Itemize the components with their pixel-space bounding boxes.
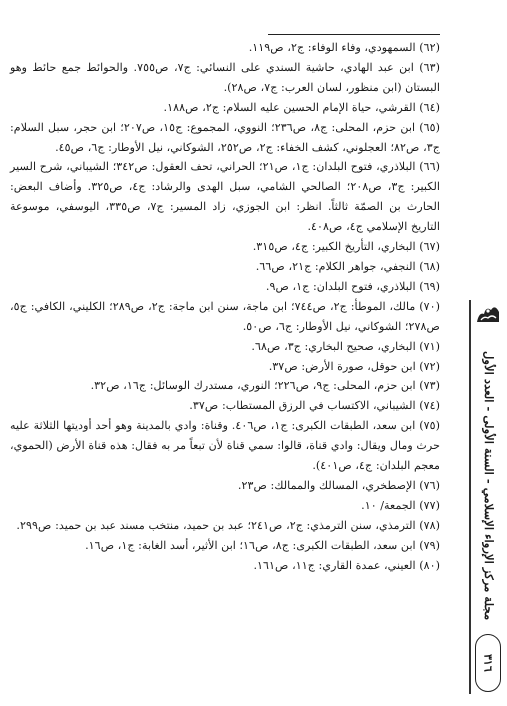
page-number-badge [475,634,501,692]
footnote-80: (٨٠) العيني، عمدة القاري: ج١١، ص١٦١. [253,558,440,572]
footnote-separator-rule [268,34,440,35]
footnote-68: (٦٨) النجفي، جواهر الكلام: ج٢١، ص٦٦. [255,259,440,273]
footnote-79: (٧٩) ابن سعد، الطبقات الكبرى: ج٨، ص١٦؛ ابن الأثير، أسد الغابة: ج١، ص١٦. [85,538,440,552]
journal-logo-icon [475,302,501,324]
footnote-70: (٧٠) مالك، الموطأ: ج٢، ص٧٤٤؛ ابن ماجة، سنن ابن ماجة: ج٢، ص٢٨٩؛ الكليني، الكافي: ج٥، ص٢٧٨؛ الشوكاني، نيل الأوطار: ج٦، ص٥٠. [10,299,440,333]
footnote-78: (٧٨) الترمذي، سنن الترمذي: ج٢، ص٢٤١؛ عبد بن حميد، منتخب مسند عبد بن حميد: ص٢٩٩. [16,518,440,532]
footnote-75: (٧٥) ابن سعد، الطبقات الكبرى: ج١، ص٤٠٦. وقناة: وادي بالمدينة وهو أحد أوديتها الثلاثة عليه حرث ومال ويقال: وادي قناة، قالوا: سمي قناة لأن تبعاً مر به فقال: هذه قناة الأرض (الحموي، معجم البلدان: ج٤، ص٤٠١). [10,419,441,473]
footnote-72: (٧٢) ابن حوقل، صورة الأرض: ص٣٧. [268,359,440,373]
sidebar-vertical-rule [469,300,471,694]
footnotes-block [10,38,440,575]
footnote-64: (٦٤) القرشي، حياة الإمام الحسين عليه السلام: ج٢، ص١٨٨. [163,100,440,114]
footnote-77: (٧٧) الجمعة/ ١٠. [361,498,440,512]
footnote-62: (٦٢) السمهودي، وفاء الوفاء: ج٢، ص١١٩. [248,41,440,54]
footnote-69: (٦٩) البلاذري، فتوح البلدان: ج١، ص٩. [265,279,440,293]
footnote-73: (٧٣) ابن حزم، المحلى: ج٩، ص٢٢٦؛ النوري، مستدرك الوسائل: ج١٦، ص٣٢. [90,379,440,393]
footnote-76: (٧٦) الإصطخري، المسالك والممالك: ص٢٣. [237,478,440,492]
footnote-66: (٦٦) البلاذري، فتوح البلدان: ج١، ص٢١؛ الحراني، تحف العقول: ص٣٤٢؛ الشيباني، شرح السير الكبير: ج٣، ص٢٠٨؛ الصالحي الشامي، سبل الهدى والرشاد: ج٤، ص٣٢٥. وأضاف البعض: الحارث بن الصمّة ثالثاً. انظر: ابن الجوزي، زاد المسير: ج٧، ص٣٣٥، اليوسفي، موسوعة التاريخ الإسلامي ج٤، ص٤٠٨. [10,160,441,234]
footnote-65: (٦٥) ابن حزم، المحلى: ج٨، ص٢٣٦؛ النووي، المجموع: ج١٥، ص٢٠٧؛ ابن حجر، سبل السلام: ج٣، ص٨٢؛ العجلوني، كشف الخفاء: ج٢، ص٢٥٢، الشوكاني، نيل الأوطار: ج٦، ص٤٥. [10,120,440,154]
footnote-74: (٧٤) الشيباني، الاكتساب في الرزق المستطاب: ص٣٧. [189,399,440,413]
journal-title: مجلة مركز الإرواء الإسلامي - السنة الأولى - العدد الأول [482,351,496,621]
journal-sidebar [461,300,503,702]
footnote-71: (٧١) البخاري، صحيح البخاري: ج٣، ص٦٨. [251,339,440,353]
page-number: ٣١٦ [481,654,495,672]
footnote-63: (٦٣) ابن عبد الهادي، حاشية السندي على النسائي: ج٧، ص٧٥٥. والحوائط جمع حائط وهو البستان (ابن منظور، لسان العرب: ج٧، ص٢٨). [10,60,440,94]
footnote-67: (٦٧) البخاري، التأريخ الكبير: ج٤، ص٣١٥. [252,240,440,254]
